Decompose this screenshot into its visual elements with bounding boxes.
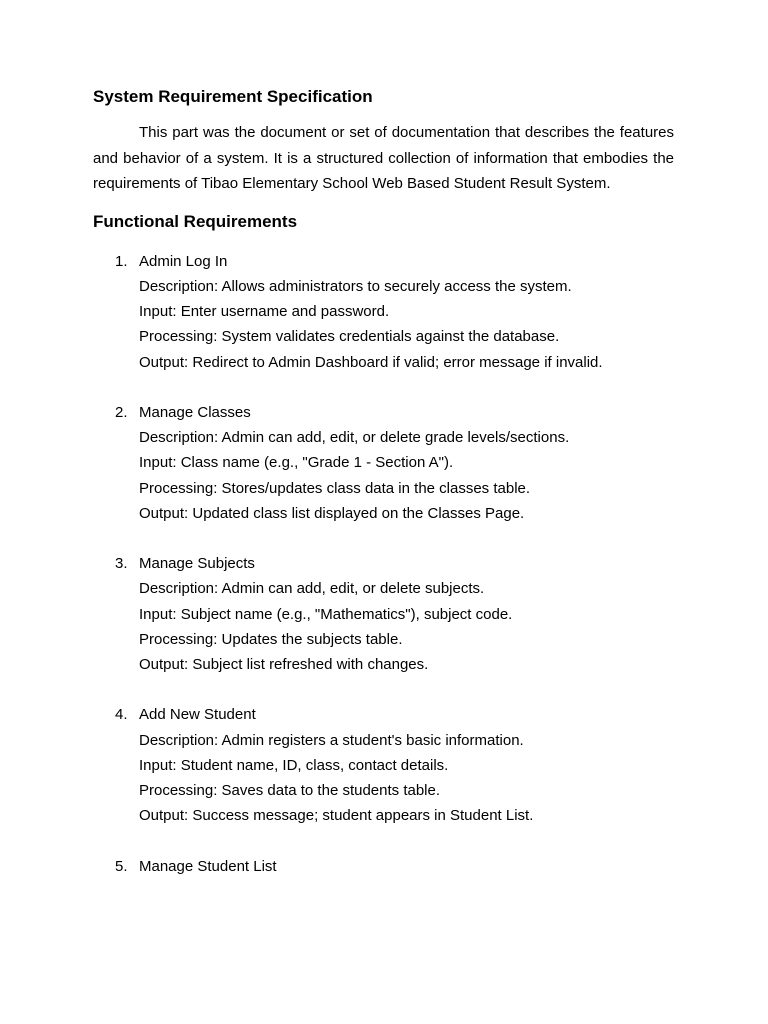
requirement-number: 1. xyxy=(115,252,128,270)
requirement-item xyxy=(93,854,674,879)
requirement-title: Admin Log In xyxy=(139,252,228,270)
requirement-number: 2. xyxy=(115,403,128,421)
requirement-item xyxy=(93,400,674,526)
requirement-number: 5. xyxy=(115,857,128,875)
requirement-output: Output: Success message; student appears in Student List. xyxy=(139,807,534,825)
requirement-input: Input: Student name, ID, class, contact details. xyxy=(139,756,449,774)
requirement-processing: Processing: System validates credentials against the database. xyxy=(139,328,560,346)
requirement-output: Output: Subject list refreshed with changes. xyxy=(139,656,429,673)
requirement-title: Add New Student xyxy=(139,706,256,724)
requirement-title: Manage Student List xyxy=(139,857,277,875)
requirement-description: Description: Admin can add, edit, or delete grade levels/sections. xyxy=(139,429,570,447)
requirement-title: Manage Classes xyxy=(139,403,251,421)
requirement-description: Description: Admin registers a student's basic information. xyxy=(139,731,524,749)
requirement-description: Description: Admin can add, edit, or delete subjects. xyxy=(139,580,485,598)
requirement-input: Input: Subject name (e.g., "Mathematics"), subject code. xyxy=(139,605,513,623)
requirement-title: Manage Subjects xyxy=(139,555,255,573)
requirement-input: Input: Enter username and password. xyxy=(139,303,390,321)
document-content xyxy=(93,86,674,904)
requirement-output: Output: Updated class list displayed on the Classes Page. xyxy=(139,504,525,522)
requirement-number: 3. xyxy=(115,555,128,573)
requirement-number: 4. xyxy=(115,706,128,724)
requirement-item xyxy=(93,551,674,677)
section-heading: Functional Requirements xyxy=(93,211,298,231)
requirement-description: Description: Allows administrators to securely access the system. xyxy=(139,277,572,295)
page-title: System Requirement Specification xyxy=(93,87,373,106)
requirement-item xyxy=(93,249,674,375)
requirements-list xyxy=(93,249,674,879)
requirement-processing: Processing: Stores/updates class data in the classes table. xyxy=(139,479,531,497)
requirement-processing: Processing: Saves data to the students table. xyxy=(139,782,441,799)
requirement-processing: Processing: Updates the subjects table. xyxy=(139,630,403,648)
intro-paragraph: This part was the document or set of documentation that describes the features and behavior of a system. It is a structured collection of information that embodies the requirements of Tibao Elementary School Web Based Student Result System. xyxy=(93,124,674,193)
requirement-input: Input: Class name (e.g., "Grade 1 - Section A"). xyxy=(139,454,454,472)
requirement-output: Output: Redirect to Admin Dashboard if valid; error message if invalid. xyxy=(139,353,603,371)
requirement-item xyxy=(93,702,674,828)
